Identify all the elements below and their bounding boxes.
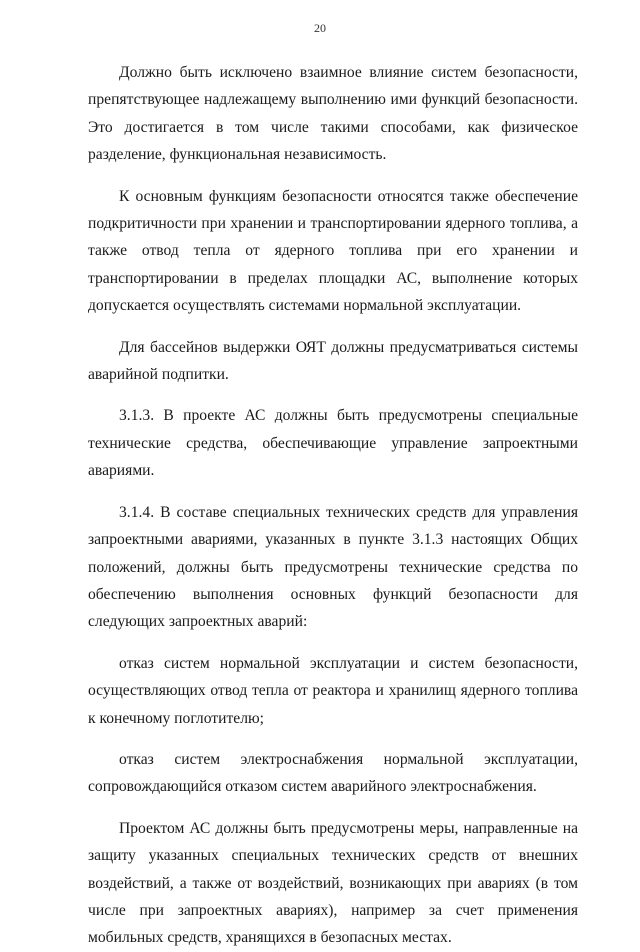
paragraph-5: 3.1.4. В составе специальных технических средств для управления запроектными авариями, указанных в пункте 3.1.3 настоящих Общих положений, должны быть предусмотрены технические средства по обеспечению выполнения основных функций безопасности для следующих запроектных аварий: [88,503,578,631]
paragraph-3: Для бассейнов выдержки ОЯТ должны предусматриваться системы аварийной подпитки. [88,338,578,384]
list-item-2: отказ систем электроснабжения нормальной эксплуатации, сопровождающийся отказом систем аварийного электроснабжения. [88,750,578,796]
paragraph-6: Проектом АС должны быть предусмотрены меры, направленные на защиту указанных специальных технических средств от внешних воздействий, а также от воздействий, возникающих при авариях (в том числе при запроектных авариях), например за счет применения мобильных средств, хранящихся в безопасных местах. [88,819,578,947]
paragraph-2: К основным функциям безопасности относятся также обеспечение подкритичности при хранении и транспортировании ядерного топлива, а также отвод тепла от ядерного топлива при его хранении и транспортировании в пределах площадки АС, выполнение которых допускается осуществлять системами нормальной эксплуатации. [88,187,578,315]
page-number: 20 [314,21,326,35]
document-body [88,59,578,952]
paragraph-1: Должно быть исключено взаимное влияние систем безопасности, препятствующее надлежащему выполнению ими функций безопасности. Это достигается в том числе такими способами, как физическое разделение, функциональная независимость. [88,64,578,164]
list-item-1: отказ систем нормальной эксплуатации и систем безопасности, осуществляющих отвод тепла от реактора и хранилищ ядерного топлива к конечному поглотителю; [88,654,578,727]
paragraph-4: 3.1.3. В проекте АС должны быть предусмотрены специальные технические средства, обеспечивающие управление запроектными авариями. [88,407,578,480]
